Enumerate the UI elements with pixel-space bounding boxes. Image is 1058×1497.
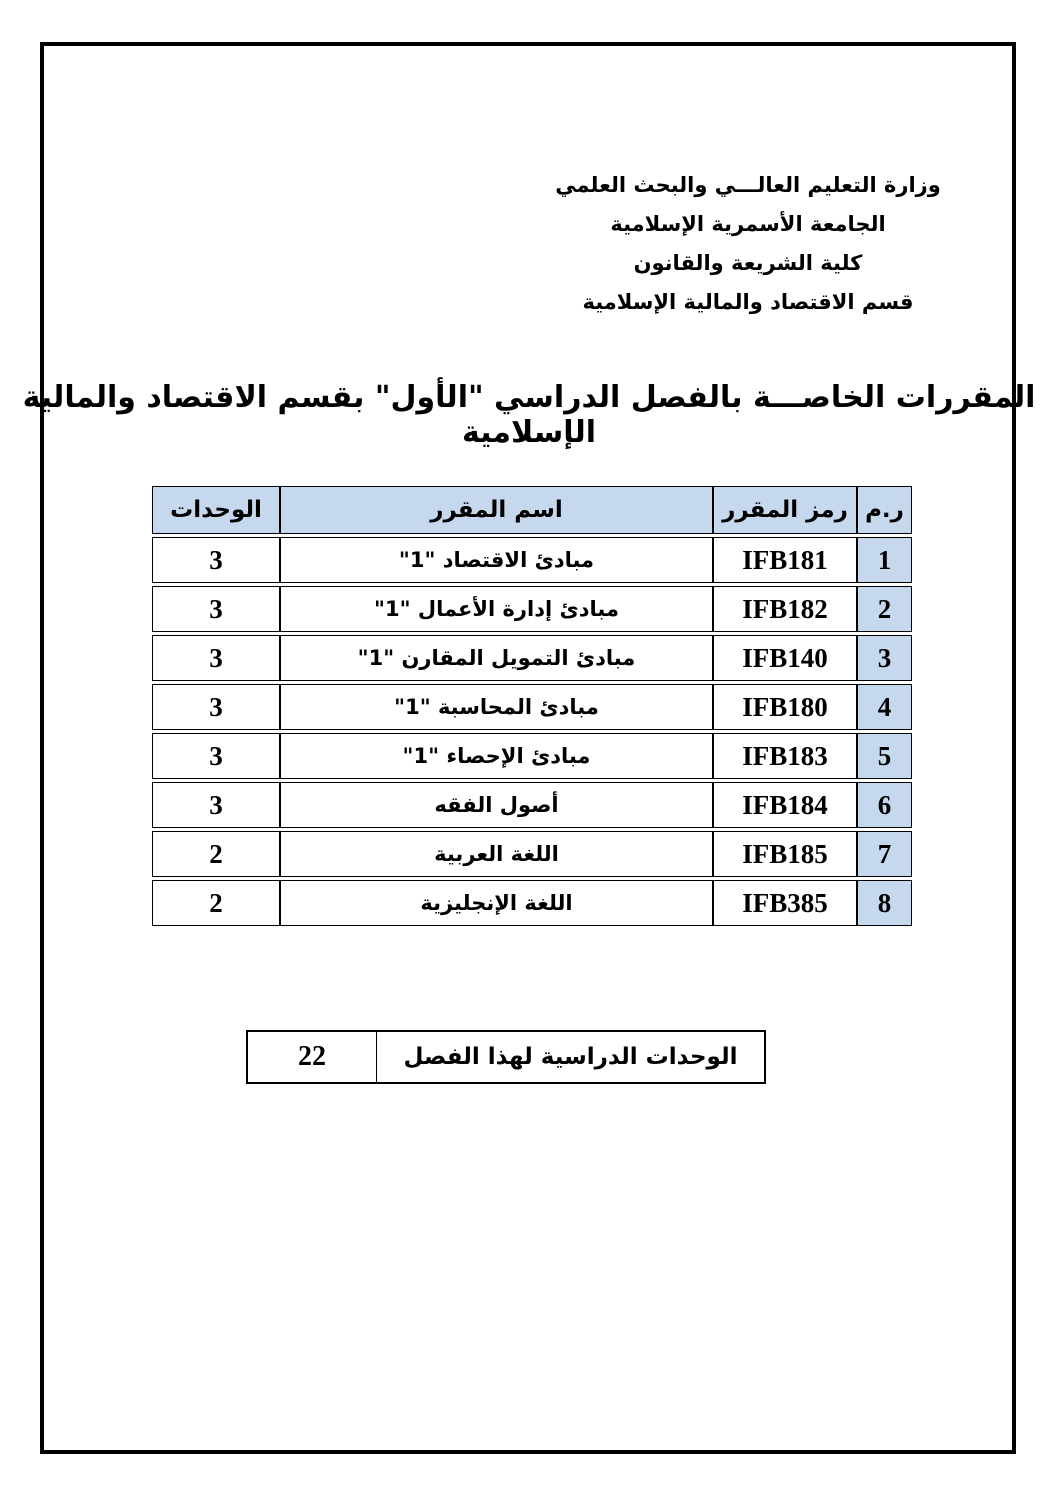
ministry-header [548,166,948,322]
table-row [152,782,912,828]
col-header-code: رمز المقرر [713,486,857,534]
course-code-cell: IFB181 [713,537,857,583]
course-name-cell: مبادئ إدارة الأعمال "1" [280,586,713,632]
col-header-units: الوحدات [152,486,280,534]
course-units-cell: 3 [152,537,280,583]
courses-table [152,483,912,929]
table-row [152,635,912,681]
row-index-cell: 3 [857,635,912,681]
col-header-index: ر.م [857,486,912,534]
course-name-cell: اللغة العربية [280,831,713,877]
table-row [152,537,912,583]
row-index-cell: 5 [857,733,912,779]
course-name-cell: مبادئ الإحصاء "1" [280,733,713,779]
row-index-cell: 4 [857,684,912,730]
course-code-cell: IFB184 [713,782,857,828]
course-code-cell: IFB180 [713,684,857,730]
row-index-cell: 1 [857,537,912,583]
table-header-row [152,486,912,534]
faculty-line: كلية الشريعة والقانون [633,251,863,275]
course-code-cell: IFB185 [713,831,857,877]
course-code-cell: IFB182 [713,586,857,632]
course-units-cell: 3 [152,635,280,681]
ministry-line: وزارة التعليم العالـــي والبحث العلمي [555,173,941,197]
semester-units-summary [246,1030,766,1084]
course-units-cell: 3 [152,733,280,779]
col-header-name: اسم المقرر [280,486,713,534]
course-units-cell: 3 [152,782,280,828]
row-index-cell: 7 [857,831,912,877]
semester-units-label: الوحدات الدراسية لهذا الفصل [403,1044,738,1070]
row-index-cell: 6 [857,782,912,828]
course-name-cell: مبادئ الاقتصاد "1" [280,537,713,583]
course-units-cell: 3 [152,684,280,730]
table-row [152,831,912,877]
university-line: الجامعة الأسمرية الإسلامية [610,212,886,236]
row-index-cell: 2 [857,586,912,632]
department-line: قسم الاقتصاد والمالية الإسلامية [582,290,914,314]
table-row [152,733,912,779]
course-code-cell: IFB183 [713,733,857,779]
table-row [152,586,912,632]
course-code-cell: IFB385 [713,880,857,926]
table-row [152,684,912,730]
course-units-cell: 3 [152,586,280,632]
table-row [152,880,912,926]
course-code-cell: IFB140 [713,635,857,681]
semester-units-total: 22 [248,1032,377,1082]
course-units-cell: 2 [152,880,280,926]
course-units-cell: 2 [152,831,280,877]
course-name-cell: مبادئ المحاسبة "1" [280,684,713,730]
document-title: المقررات الخاصـــة بالفصل الدراسي "الأول" بقسم الاقتصاد والمالية الإسلامية [22,380,1036,450]
row-index-cell: 8 [857,880,912,926]
course-name-cell: اللغة الإنجليزية [280,880,713,926]
course-name-cell: مبادئ التمويل المقارن "1" [280,635,713,681]
course-name-cell: أصول الفقه [280,782,713,828]
